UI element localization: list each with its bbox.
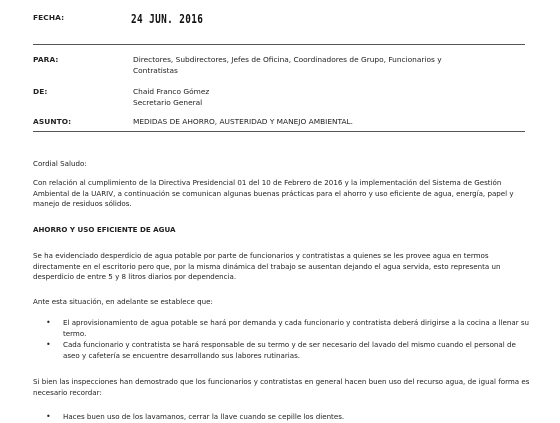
para-line-1: Directores, Subdirectores, Jefes de Oficina, Coordinadores de Grupo, Funcionarios y [133, 55, 442, 64]
date-stamp: 24 JUN. 2016 [131, 12, 204, 26]
bullet-text: Cada funcionario y contratista se hará responsable de su termo y de ser necesario del lavado del mismo cuando el personal de aseo y cafetería se encuentre desarrollando sus labores rutinarias. [63, 340, 516, 360]
greeting-text: Cordial Saludo: [33, 159, 87, 168]
paragraph-1 [33, 251, 533, 283]
paragraph-3-text: Si bien las inspecciones han demostrado que los funcionarios y contratistas en general hacen buen uso del recurso agua, de igual forma es necesario recordar: [33, 377, 530, 397]
header-divider [33, 44, 525, 45]
asunto-label: ASUNTO: [33, 117, 72, 126]
list-item [33, 340, 533, 361]
paragraph-1-text: Se ha evidenciado desperdicio de agua potable por parte de funcionarios y contratistas a quienes se les provee agua en termos directamente en el escritorio pero que, por la misma dinámica del trabajo se ausentan dejando el agua servida, esto representa un desperdicio de entre 5 y 8 litros diarios por dependencia. [33, 251, 501, 281]
de-line-1: Chaid Franco Gómez [133, 87, 210, 96]
bullet-text: El aprovisionamiento de agua potable se hará por demanda y cada funcionario y contratista deberá dirigirse a la cocina a llenar su termo. [63, 318, 530, 338]
fecha-label: FECHA: [33, 13, 65, 22]
greeting [33, 159, 533, 170]
cut-off-bullet-text: Haces buen uso de los lavamanos, cerrar la llave cuando se cepille los dientes. [63, 412, 345, 421]
bullet-dot-icon: • [46, 340, 51, 349]
section-title: AHORRO Y USO EFICIENTE DE AGUA [33, 225, 176, 234]
bullet-dot-icon: • [46, 318, 51, 327]
para-line-2: Contratistas [133, 65, 178, 75]
bullet-list [33, 318, 533, 362]
de-line-2: Secretario General [133, 97, 203, 107]
paragraph-2 [33, 297, 533, 308]
header-bottom-divider [33, 131, 525, 132]
paragraph-3 [33, 377, 533, 398]
de-label: DE: [33, 87, 48, 96]
para-value [133, 55, 523, 76]
de-value [133, 87, 523, 108]
paragraph-2-text: Ante esta situación, en adelante se establece que: [33, 297, 213, 306]
para-label: PARA: [33, 55, 59, 64]
list-item [33, 318, 533, 339]
bullet-dot-icon: • [46, 412, 51, 421]
asunto-value: MEDIDAS DE AHORRO, AUSTERIDAD Y MANEJO AMBIENTAL. [133, 117, 353, 126]
intro-paragraph [33, 178, 533, 210]
intro-text: Con relación al cumplimiento de la Directiva Presidencial 01 del 10 de Febrero de 2016 y la implementación del Sistema de Gestión Ambiental de la UARIV, a continuación se comunican algunas buenas prácticas para el ahorro y uso eficiente de agua, energía, papel y manejo de residuos sólidos. [33, 178, 514, 208]
section-heading [33, 225, 533, 236]
